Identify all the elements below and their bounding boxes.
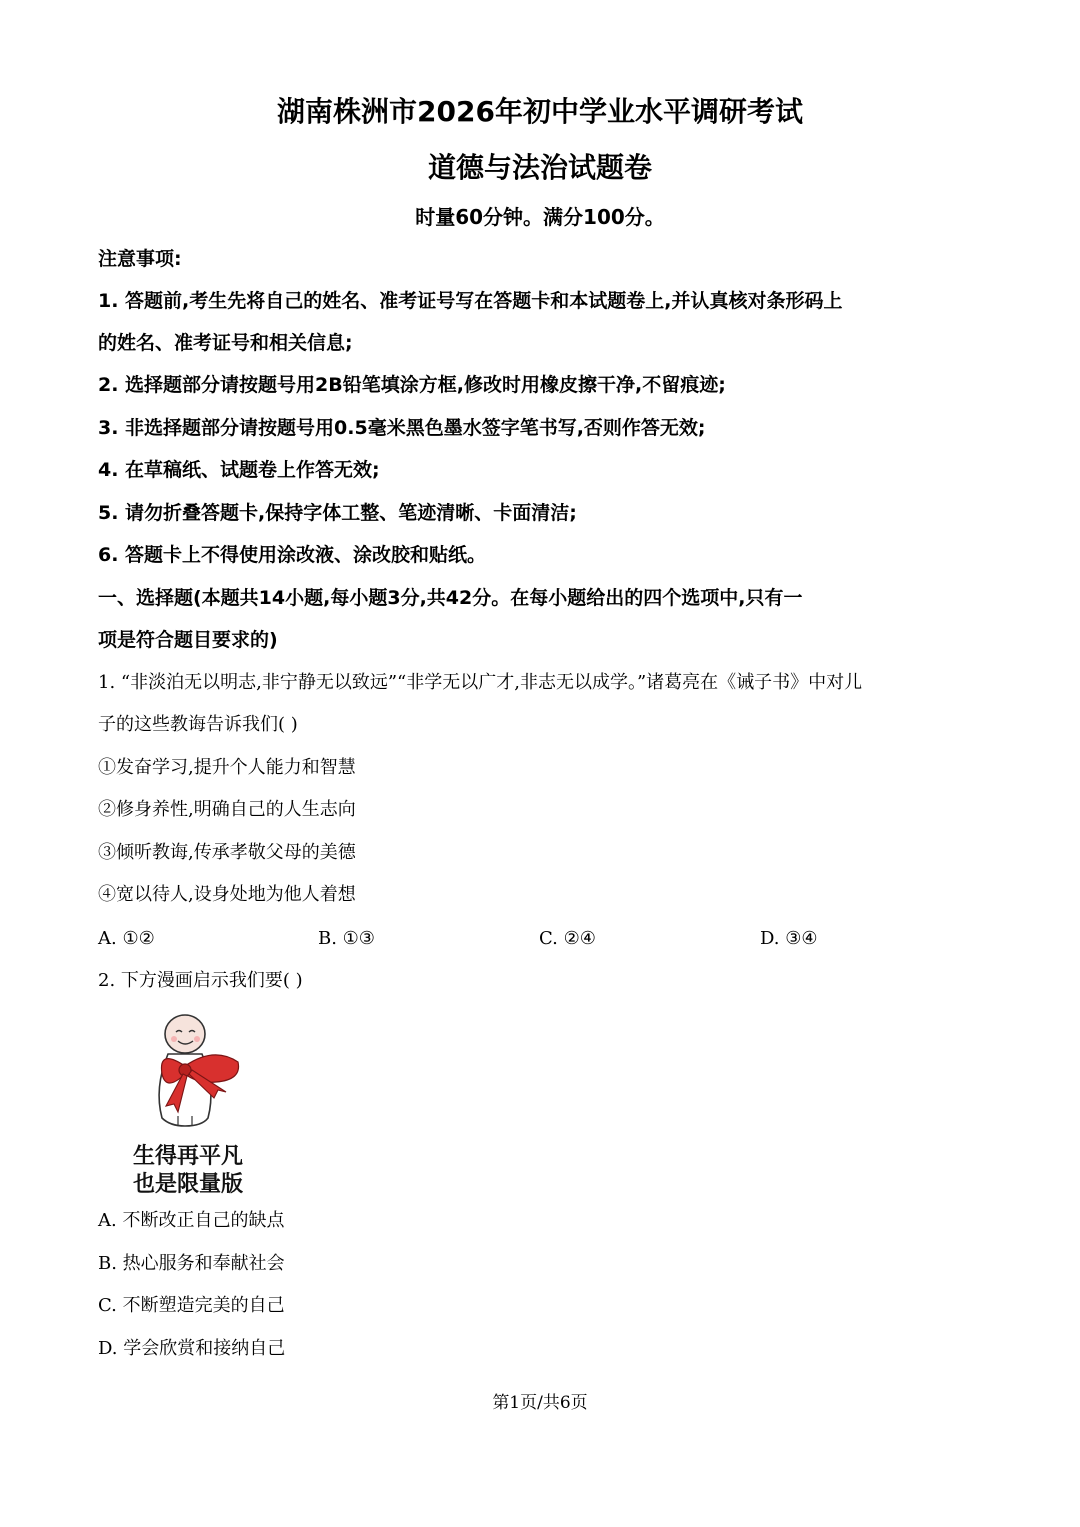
- note-item: 5. 请勿折叠答题卡,保持字体工整、笔迹清晰、卡面清洁;: [98, 502, 577, 524]
- note-item: 1. 答题前,考生先将自己的姓名、准考证号写在答题卡和本试题卷上,并认真核对条形码上: [98, 290, 843, 312]
- exam-title: 湖南株洲市2026年初中学业水平调研考试: [277, 95, 803, 128]
- question-2-option-b: B. 热心服务和奉献社会: [98, 1253, 285, 1274]
- note-item: 4. 在草稿纸、试题卷上作答无效;: [98, 459, 380, 481]
- question-1-statement: ②修身养性,明确自己的人生志向: [98, 799, 356, 820]
- cartoon-caption-line1: 生得再平凡: [132, 1144, 244, 1169]
- note-item: 2. 选择题部分请按题号用2B铅笔填涂方框,修改时用橡皮擦干净,不留痕迹;: [98, 374, 726, 396]
- question-1-option-d: D. ③④: [760, 928, 818, 949]
- section-heading: 一、选择题(本题共14小题,每小题3分,共42分。在每小题给出的四个选项中,只有一: [98, 587, 803, 609]
- section-heading-cont: 项是符合题目要求的): [98, 629, 278, 651]
- question-1-stem: 1. “非淡泊无以明志,非宁静无以致远”“非学无以广才,非志无以成学。”诸葛亮在《诫子书》中对儿: [98, 672, 863, 693]
- cartoon-caption-line2: 也是限量版: [132, 1172, 244, 1197]
- exam-subject-title: 道德与法治试题卷: [427, 151, 652, 184]
- cartoon-figure: [110, 1008, 290, 1198]
- cartoon-image: [110, 1008, 290, 1198]
- question-1-option-b: B. ①③: [318, 928, 375, 949]
- question-2-option-c: C. 不断塑造完美的自己: [98, 1295, 285, 1316]
- question-2-option-a: A. 不断改正自己的缺点: [98, 1210, 285, 1231]
- page-number: 第1页/共6页: [492, 1393, 588, 1413]
- question-1-statement: ①发奋学习,提升个人能力和智慧: [98, 757, 356, 778]
- question-1-statement: ③倾听教诲,传承孝敬父母的美德: [98, 842, 356, 863]
- note-item: 6. 答题卡上不得使用涂改液、涂改胶和贴纸。: [98, 544, 487, 566]
- question-1-option-c: C. ②④: [539, 928, 596, 949]
- note-item: 的姓名、准考证号和相关信息;: [98, 332, 353, 354]
- note-item: 3. 非选择题部分请按题号用0.5毫米黑色墨水签字笔书写,否则作答无效;: [98, 417, 706, 439]
- question-1-option-a: A. ①②: [98, 928, 155, 949]
- question-1-stem-cont: 子的这些教诲告诉我们( ): [98, 714, 298, 735]
- question-2-stem: 2. 下方漫画启示我们要( ): [98, 970, 303, 991]
- exam-time-info: 时量60分钟。满分100分。: [415, 205, 665, 229]
- question-1-statement: ④宽以待人,设身处地为他人着想: [98, 884, 356, 905]
- question-2-option-d: D. 学会欣赏和接纳自己: [98, 1338, 286, 1359]
- notes-heading: 注意事项:: [98, 248, 182, 270]
